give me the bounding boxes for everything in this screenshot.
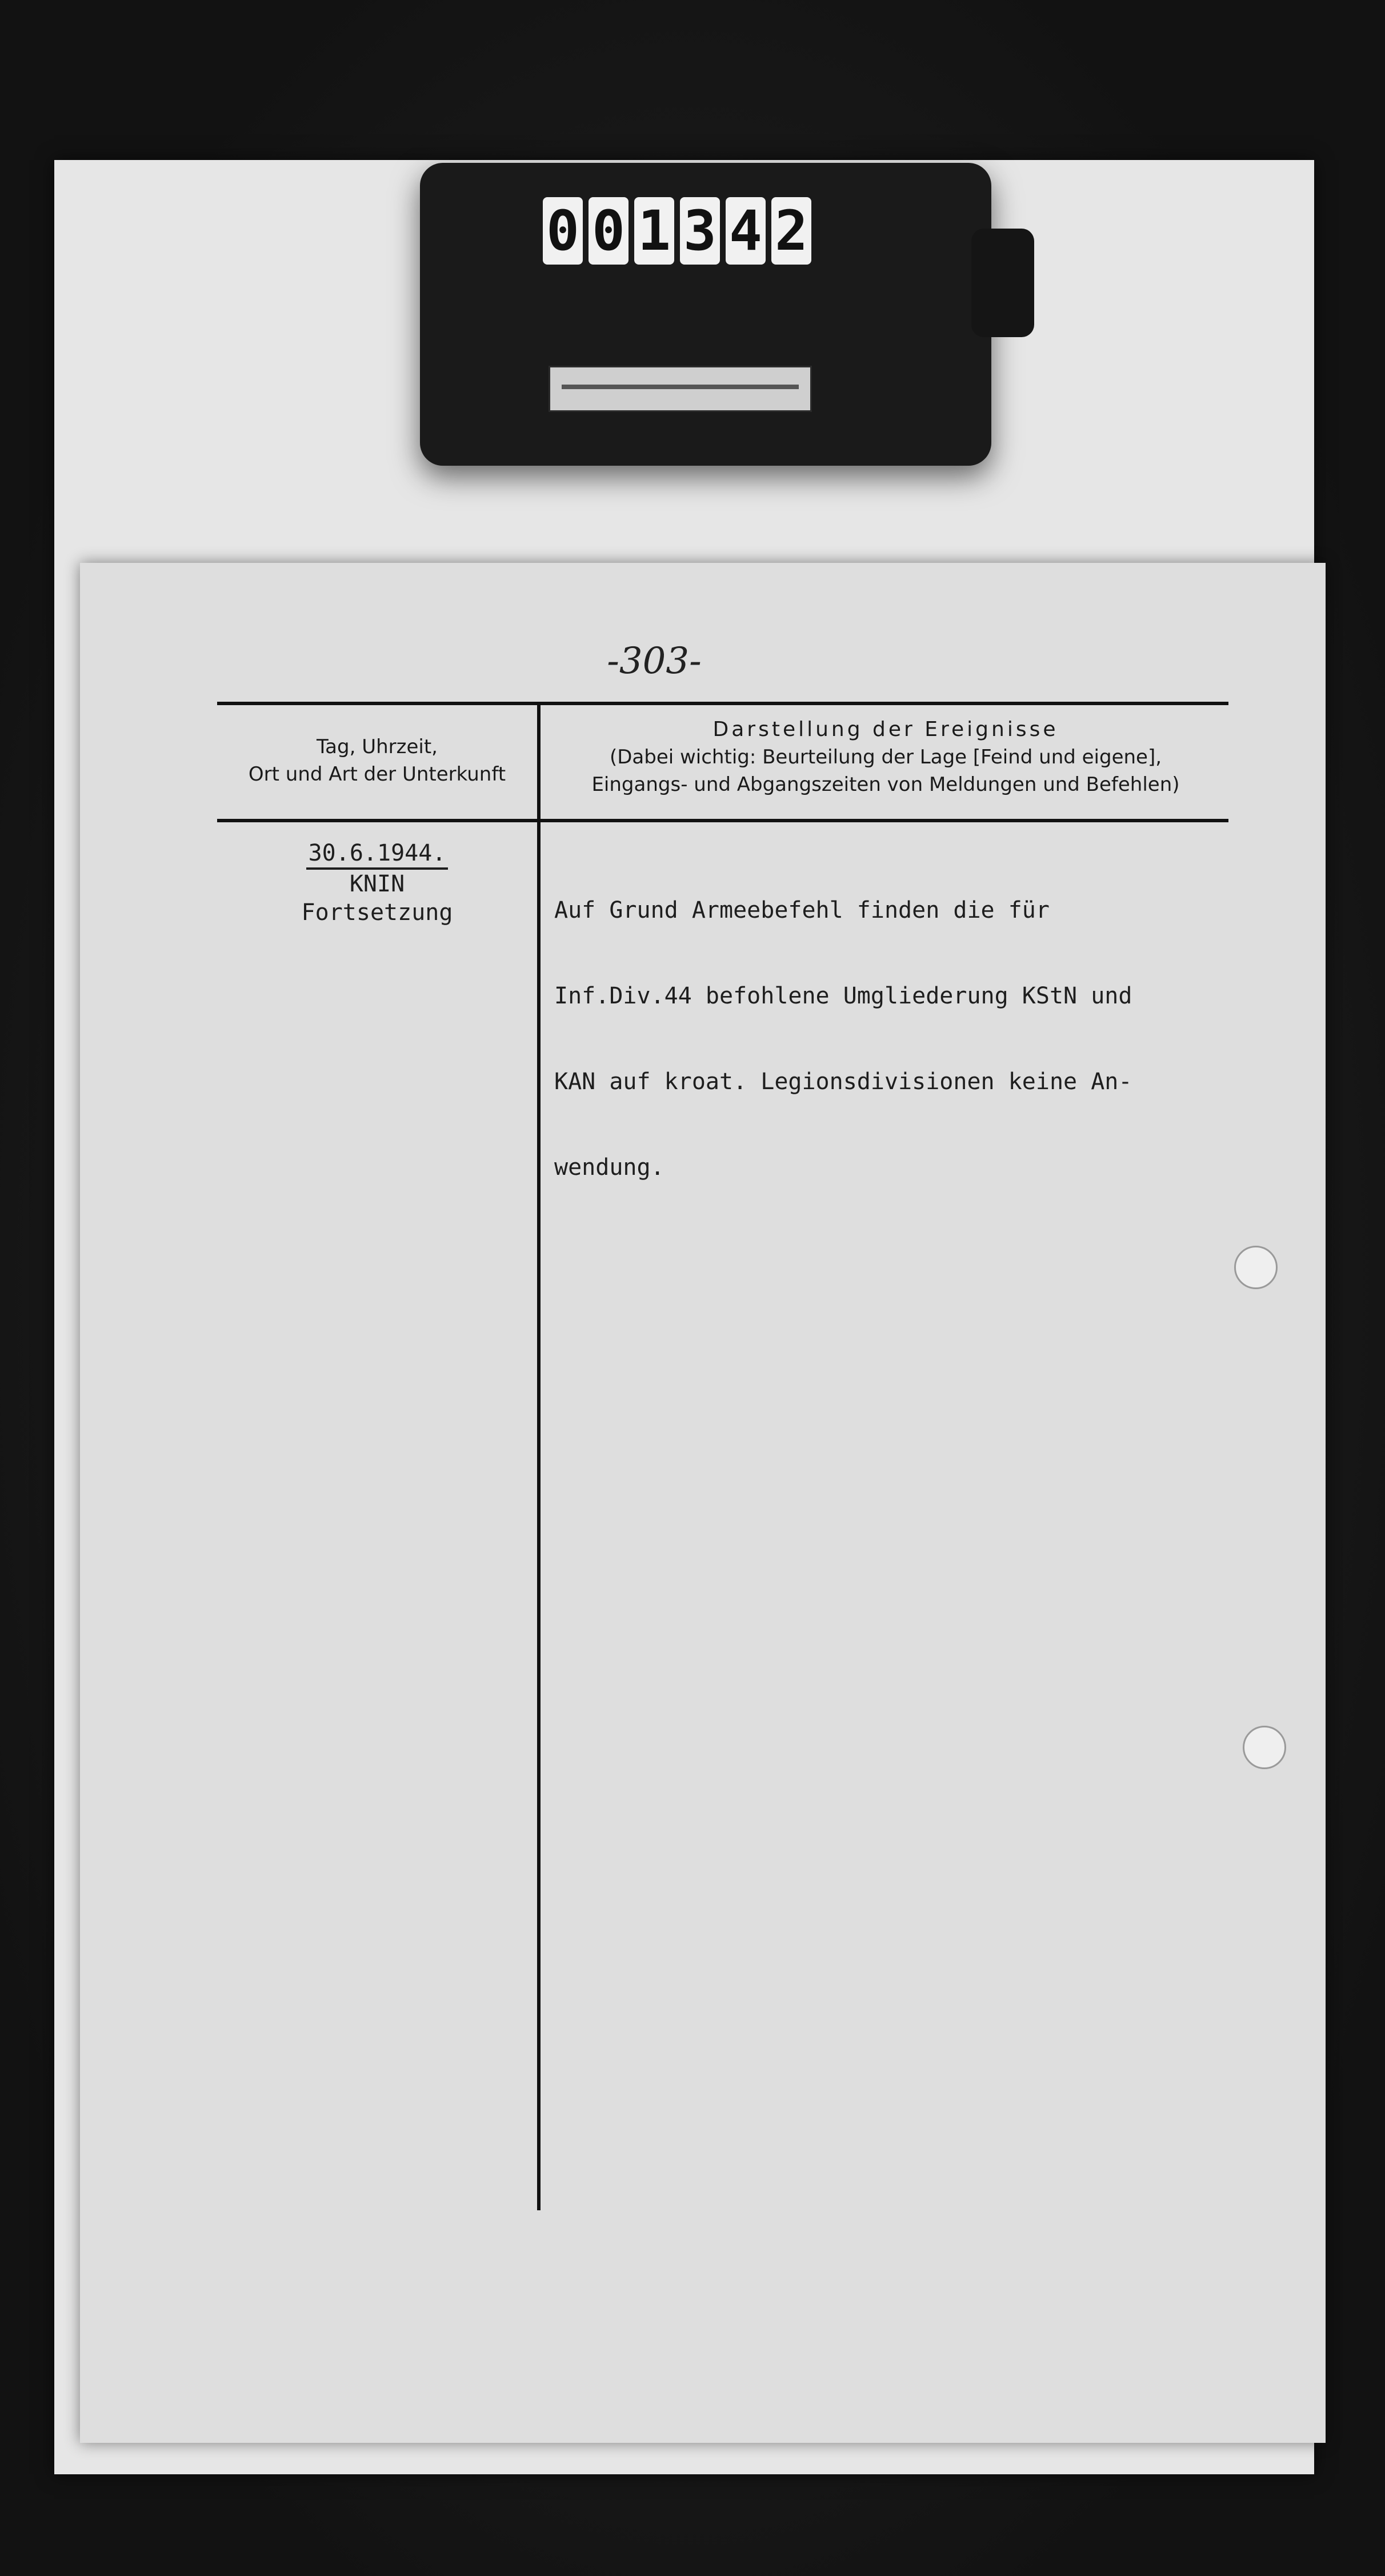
entry-event-text [554, 839, 1217, 1239]
counter-knob [971, 229, 1034, 337]
column-header-line: Ort und Art der Unterkunft [248, 763, 506, 786]
counter-digit: 1 [634, 197, 674, 265]
punch-hole [1234, 1246, 1278, 1289]
entry-text-line: wendung. [554, 1154, 665, 1181]
table-column-divider [537, 702, 541, 2210]
counter-digit: 0 [589, 197, 629, 265]
war-diary-table [217, 702, 1228, 2210]
column-header-line: Eingangs- und Abgangszeiten von Meldungen und Befehlen) [591, 773, 1180, 796]
entry-place: KNIN [349, 871, 405, 897]
entry-date-place [217, 839, 537, 927]
counter-digit: 2 [771, 197, 811, 265]
entry-text-line: Inf.Div.44 befohlene Umgliederung KStN und [554, 983, 1132, 1009]
table-header-rule [217, 819, 1228, 822]
column-header-date-place [217, 733, 537, 788]
column-header-events [543, 716, 1228, 798]
counter-digit: 4 [726, 197, 766, 265]
column-header-line: (Dabei wichtig: Beurteilung der Lage [Feind und eigene], [609, 746, 1162, 769]
counter-label-plate [549, 366, 812, 412]
column-header-line: Tag, Uhrzeit, [317, 735, 438, 758]
frame-counter-digits [543, 197, 811, 271]
entry-date: 30.6.1944. [306, 839, 449, 870]
entry-note: Fortsetzung [301, 899, 453, 926]
page-number: -303- [607, 640, 702, 682]
counter-digit: 0 [543, 197, 583, 265]
counter-digit: 3 [680, 197, 720, 265]
entry-text-line: Auf Grund Armeebefehl finden die für [554, 897, 1050, 923]
column-header-title: Darstellung der Ereignisse [712, 718, 1059, 741]
entry-text-line: KAN auf kroat. Legionsdivisionen keine An- [554, 1069, 1132, 1095]
punch-hole [1243, 1726, 1286, 1769]
table-top-rule [217, 702, 1228, 705]
